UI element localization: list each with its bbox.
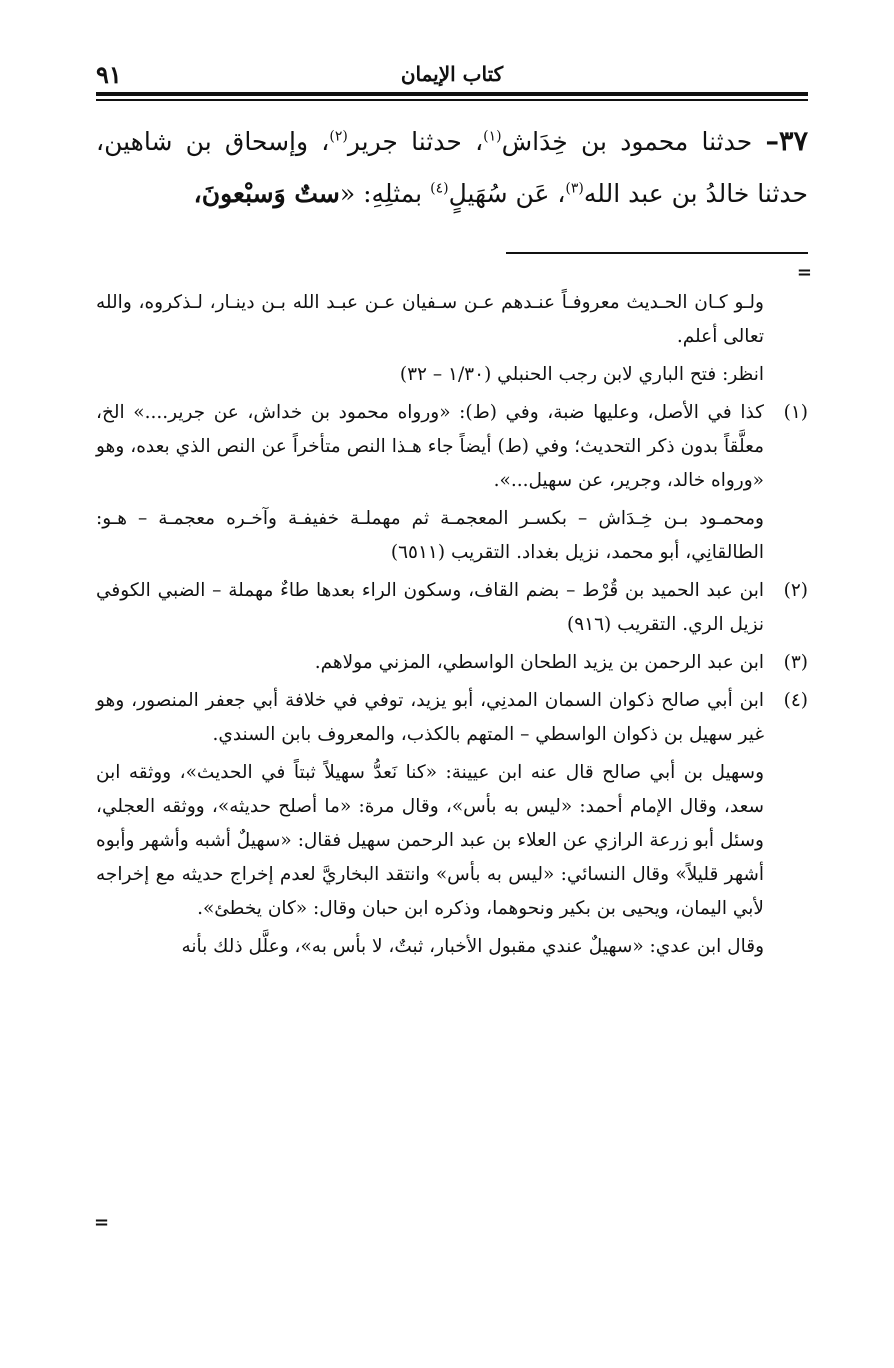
footnote-continuation-2: انظر: فتح الباري لابن رجب الحنبلي (١/٣٠ – ٣٢) bbox=[399, 364, 764, 385]
page-number: ٩١ bbox=[96, 60, 122, 89]
chapter-title: كتاب الإيمان bbox=[400, 62, 504, 86]
footnote-2 bbox=[96, 574, 808, 642]
footnote-2-text: ابن عبد الحميد بن قُرْط – بضم القاف، وسكون الراء بعدها طاءٌ مهملة – الضبي الكوفي نزيل الري. التقريب (٩١٦) bbox=[96, 580, 764, 635]
footnote-1 bbox=[96, 396, 808, 570]
footnote-ref-3: (٣) bbox=[565, 180, 584, 197]
footnote-1-text-b: ومحمـود بـن خِـدَاش – بكسـر المعجمـة ثم مهملـة خفيفـة وآخـره معجمـة – هـو: الطالقانِي، أبو محمد، نزيل بغداد. التقريب (٦٥١١) bbox=[96, 508, 764, 563]
footnote-3-para bbox=[96, 646, 808, 680]
continued-mark-top: = bbox=[796, 262, 812, 283]
footnote-1-label: (١) bbox=[783, 402, 808, 423]
header-rule-thin bbox=[96, 99, 808, 101]
footnote-2-para bbox=[96, 574, 808, 642]
hadith-text-part-1: حدثنا محمود بن خِدَاش bbox=[501, 127, 766, 156]
footnote-4-label: (٤) bbox=[783, 690, 808, 711]
hadith-bold-quote: ستٌ وَسبْعونَ، bbox=[193, 179, 340, 208]
footnote-1-para-a bbox=[96, 396, 808, 498]
hadith-number: ٣٧– bbox=[765, 126, 808, 157]
footnote-ref-1: (١) bbox=[483, 128, 502, 145]
hadith-text-part-3: ، وإسحاق بن شاهين، حدثنا خالدُ بن عبد الله bbox=[96, 127, 808, 208]
header-rule bbox=[96, 92, 808, 102]
hadith-text bbox=[96, 116, 808, 220]
footnote-4 bbox=[96, 684, 808, 964]
footnote-3-label: (٣) bbox=[783, 652, 808, 673]
hadith-text-part-5: بمثلِهِ: « bbox=[339, 179, 431, 208]
footnote-4-text-a: ابن أبي صالح ذكوان السمان المدنِي، أبو يزيد، توفي في خلافة أبي جعفر المنصور، وهو غير سهيل بن ذكوان الواسطي – المتهم بالكذب، والمعروف بابن السندي. bbox=[96, 690, 764, 745]
footnote-ref-2: (٢) bbox=[329, 128, 348, 145]
footnotes-section bbox=[96, 286, 808, 968]
footnote-continuation-1: ولـو كـان الحـديث معروفـاً عنـدهم عـن سـفيان عـن عبـد الله بـن دينـار، لـذكروه، والله تعالى أعلم. bbox=[96, 292, 764, 347]
hadith-text-part-4: ، عَن سُهَيلٍ bbox=[448, 179, 566, 208]
footnote-4-para-a bbox=[96, 684, 808, 752]
footnote-2-label: (٢) bbox=[783, 580, 808, 601]
header-rule-thick bbox=[96, 92, 808, 96]
running-header bbox=[96, 58, 808, 92]
footnote-1-text-a: كذا في الأصل، وعليها ضبة، وفي (ط): «ورواه محمود بن خداش، عن جرير....» الخ، معلَّقاً بدون ذكر التحديث؛ وفي (ط) أيضاً جاء هـذا النص متأخراً عن النص الذي بعده، وهو «ورواه خالد، وجرير، عن سهيل...». bbox=[96, 402, 764, 491]
footnote-4-text-b: وسهيل بن أبي صالح قال عنه ابن عيينة: «كنا نَعدُّ سهيلاً ثبتاً في الحديث»، ووثقه ابن سعد، وقال الإمام أحمد: «ليس به بأس»، وقال مرة: «ما أصلح حديثه»، ووثقه العجلي، وسئل أبو زرعة الرازي عن العلاء بن عبد الرحمن سهيل فقال: «سهيلٌ أشبه وأشهر وأبوه أشهر قليلاً» وقال النسائي: «ليس به بأس» وانتقد البخاريَّ لعدم إخراج حديثه مع إخراجه لأبي اليمان، ويحيى بن بكير ونحوهما، وذكره ابن حبان وقال: «كان يخطئ». bbox=[96, 762, 764, 919]
hadith-text-part-2: ، حدثنا جرير bbox=[347, 127, 484, 156]
continued-mark-bottom: = bbox=[94, 1212, 110, 1233]
footnote-3-text: ابن عبد الرحمن بن يزيد الطحان الواسطي، المزني مولاهم. bbox=[314, 652, 764, 673]
footnote-separator bbox=[506, 252, 808, 254]
footnote-4-text-c: وقال ابن عدي: «سهيلٌ عندي مقبول الأخبار، ثبتٌ، لا بأس به»، وعلَّل ذلك بأنه bbox=[181, 936, 764, 957]
footnote-ref-4: (٤) bbox=[430, 180, 449, 197]
footnote-3 bbox=[96, 646, 808, 680]
